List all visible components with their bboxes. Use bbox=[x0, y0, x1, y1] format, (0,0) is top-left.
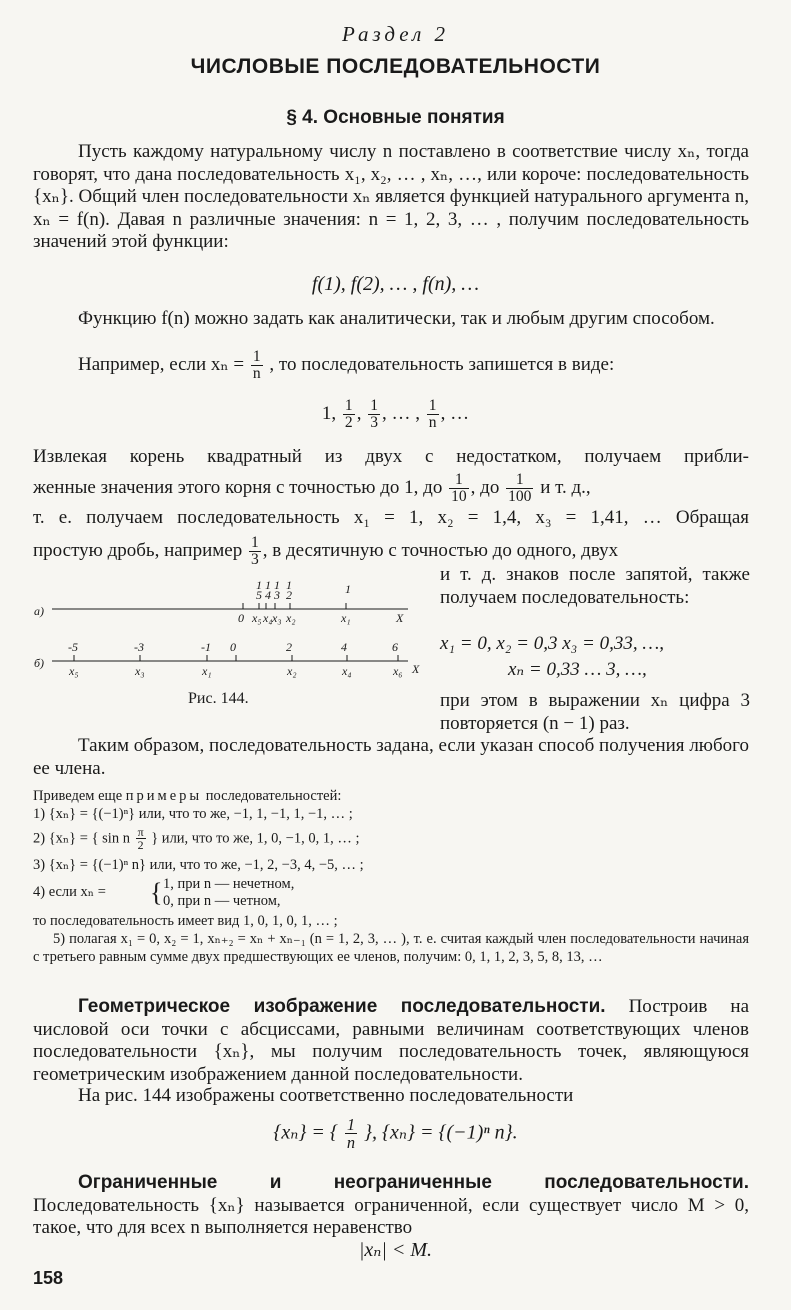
example-text-a: Например, если xₙ = bbox=[78, 354, 245, 376]
fig-a-top-3: 1 bbox=[286, 578, 292, 592]
geometric-paragraph bbox=[33, 996, 749, 1086]
fig-a-top-5: 1 bbox=[345, 582, 351, 596]
numerator: 1 bbox=[506, 472, 533, 489]
tick-label-b-6: 6 bbox=[392, 640, 398, 654]
tick-label-b-3: 0 bbox=[230, 640, 236, 654]
fig-a-label: а) bbox=[34, 604, 44, 618]
fig-a-x3: x₃ bbox=[272, 611, 282, 625]
side-text-2: при этом в выражении xₙ цифра 3 повторяется (n − 1) раз. bbox=[440, 690, 750, 734]
numerator: π bbox=[137, 825, 144, 839]
harmonic-sequence-formula: 1, $\frac{1}{2}$ , $\frac{1}{3}$ , … , $\frac{1}{n}$ , … bbox=[321, 397, 470, 432]
geometric-title: Геометрическое изображение последовательности. bbox=[78, 996, 606, 1017]
denominator: 10 bbox=[451, 488, 467, 506]
numerator: 1 bbox=[370, 397, 379, 414]
denominator: n bbox=[428, 414, 437, 432]
geometric-text-2: На рис. 144 изображены соответственно последовательности bbox=[78, 1085, 574, 1106]
function-sequence-formula: f(1), f(2), … , f(n), … bbox=[311, 273, 480, 295]
example-3: 3) {xₙ} = {(−1)ⁿ n} или, что то же, −1, 2, −3, 4, −5, … ; bbox=[33, 857, 364, 873]
text: }, {xₙ} = {(−1)ⁿ n}. bbox=[364, 1121, 518, 1144]
point-label-b-0: x₅ bbox=[69, 664, 79, 678]
tick-label-b-1: -3 bbox=[134, 640, 144, 654]
ellipsis: , … , bbox=[382, 403, 421, 425]
spaced-word: примеры bbox=[125, 788, 203, 804]
fraction-1-3 bbox=[249, 535, 261, 569]
fig-a-x2: x₂ bbox=[286, 611, 296, 625]
fig-b-points bbox=[68, 664, 403, 678]
fig-b-axis-X: X bbox=[412, 662, 420, 676]
example-text-b: , то последовательность запишется в виде: bbox=[269, 354, 615, 376]
text: последовательностей: bbox=[205, 788, 342, 804]
bounded-formula: |xₙ| < M. bbox=[358, 1239, 433, 1261]
example-1: 1) {xₙ} = {(−1)ⁿ} или, что то же, −1, 1, −1, 1, −1, … ; bbox=[33, 806, 353, 822]
term-one: 1, bbox=[321, 403, 337, 425]
denominator: 2 bbox=[137, 838, 144, 853]
case-2: 0, при n — четном, bbox=[163, 893, 281, 909]
term-half bbox=[343, 398, 355, 432]
tail-paragraph: Таким образом, последовательность задана, если указан способ получения любого ее члена. bbox=[33, 735, 749, 779]
numerator: 1 bbox=[428, 397, 437, 414]
denominator: 100 bbox=[508, 488, 532, 506]
numerator: 1 bbox=[252, 348, 261, 365]
numerator: 1 bbox=[344, 397, 353, 414]
fig-a-top-2: 5 4 3 bbox=[256, 588, 280, 602]
fig-a-x4: x₄ bbox=[263, 611, 273, 625]
bounded-title: Ограниченные и неограниченные последовательности. bbox=[78, 1172, 749, 1193]
sqrt-line-2 bbox=[33, 472, 749, 506]
fig-a-zero: 0 bbox=[238, 611, 244, 625]
numerator: 1 bbox=[346, 1115, 356, 1134]
text: {xₙ} = { bbox=[273, 1121, 338, 1144]
fraction-1-over-n bbox=[251, 349, 263, 383]
page-number: 158 bbox=[33, 1268, 64, 1288]
denominator: 3 bbox=[250, 551, 259, 569]
text: , до bbox=[470, 477, 500, 499]
tick-label-b-0: -5 bbox=[68, 640, 78, 654]
fig-a-top-4: 2 bbox=[286, 588, 292, 602]
fig-a-axis-X: X bbox=[396, 611, 404, 625]
point-label-b-4: x₄ bbox=[342, 664, 352, 678]
geometric-text: Построив на числовой оси точки с абсциссами, равными величинам соответствующих членов последовательности {xₙ}, мы получим последовательность точек, являющуюся геометрическим изображением данной последовательности. bbox=[33, 996, 750, 1085]
fraction-1-n bbox=[345, 1116, 357, 1151]
text: и т. д., bbox=[540, 477, 591, 499]
tick-label-b-4: 2 bbox=[286, 640, 292, 654]
text: простую дробь, например bbox=[33, 540, 243, 562]
numerator: 1 bbox=[449, 472, 469, 489]
paragraph-title: § 4. Основные понятия bbox=[286, 107, 505, 128]
text: , в десятичную с точностью до одного, двух bbox=[262, 540, 619, 562]
brace: { bbox=[150, 878, 163, 907]
text: Приведем еще bbox=[33, 788, 123, 804]
side-formula-2: xₙ = 0,33 … 3, …, bbox=[508, 659, 647, 680]
denominator: n bbox=[252, 365, 261, 383]
example-4: 4) если xₙ = bbox=[33, 884, 106, 900]
sqrt-line-1: Извлекая корень квадратный из двух с недостатком, получаем прибли- bbox=[33, 446, 749, 467]
sqrt-line-3: т. е. получаем последовательность x₁ = 1, x₂ = 1,4, x₃ = 1,41, … Обращая bbox=[33, 507, 749, 528]
denominator: 3 bbox=[370, 414, 379, 432]
fig-a-top-1: 1 1 1 bbox=[256, 578, 280, 592]
text: } или, что то же, 1, 0, −1, 0, 1, … ; bbox=[151, 830, 360, 847]
term-nth bbox=[427, 398, 439, 432]
denominator: n bbox=[346, 1133, 356, 1153]
fig-b-label: б) bbox=[34, 656, 45, 670]
denominator: 2 bbox=[344, 414, 353, 432]
example-line bbox=[78, 349, 758, 383]
side-formula-1: x₁ = 0, x₂ = 0,3 x₃ = 0,33, …, bbox=[440, 633, 664, 654]
fraction-pi-2 bbox=[136, 826, 146, 852]
chapter-title: ЧИСЛОВЫЕ ПОСЛЕДОВАТЕЛЬНОСТИ bbox=[190, 55, 601, 78]
fraction-1-10 bbox=[449, 472, 469, 506]
numerator: 1 bbox=[250, 534, 259, 551]
term-third bbox=[368, 398, 380, 432]
function-paragraph: Функцию f(n) можно задать как аналитически, так и любым другим способом. bbox=[78, 308, 715, 329]
bounded-text: Последовательность {xₙ} называется ограниченной, если существует число M > 0, такое, что для всех n выполняется неравенство bbox=[33, 1194, 749, 1239]
section-label: Раздел 2 bbox=[341, 22, 450, 46]
fig-a-x1: x₁ bbox=[341, 611, 351, 625]
example-2 bbox=[33, 826, 360, 852]
examples-heading bbox=[33, 788, 749, 806]
fraction-1-100 bbox=[506, 472, 533, 506]
ellipsis-end: , … bbox=[440, 403, 470, 425]
tick-label-b-2: -1 bbox=[201, 640, 211, 654]
tick-label-b-5: 4 bbox=[341, 640, 347, 654]
example-5: 5) полагая x₁ = 0, x₂ = 1, xₙ₊₂ = xₙ + xₙ₋₁ (n = 1, 2, 3, … ), т. е. считая каждый член последовательности начиная с третьего равным сумме двух предшествующих ее членов, получим: 0, 1, 1, 2, 3, 5, 8, 13, … bbox=[33, 931, 749, 965]
case-1: 1, при n — нечетном, bbox=[163, 876, 295, 892]
point-label-b-5: x₆ bbox=[393, 664, 403, 678]
fig-a-x5: x₅ bbox=[252, 611, 262, 625]
side-text-1: и т. д. знаков после запятой, также получаем последовательность: bbox=[440, 564, 750, 608]
text: женные значения этого корня с точностью до 1, до bbox=[33, 477, 443, 499]
point-label-b-1: x₃ bbox=[135, 664, 145, 678]
bounded-paragraph bbox=[33, 1172, 749, 1240]
figure-caption: Рис. 144. bbox=[188, 690, 249, 707]
point-label-b-2: x₁ bbox=[202, 664, 212, 678]
text: 2) {xₙ} = { sin n bbox=[33, 830, 130, 847]
intro-paragraph: Пусть каждому натуральному числу n поставлено в соответствие числу xₙ, тогда говорят, что дана последовательность x₁, x₂, … , xₙ, …, или короче: последовательность {xₙ}. Общий член последовательности xₙ является функцией натурального аргумента n, xₙ = f(n). Давая n различные значения: n = 1, 2, 3, … , получим последовательность значений этой функции: bbox=[33, 141, 749, 253]
geometric-formula bbox=[0, 1116, 791, 1151]
fig-b-ticks bbox=[68, 640, 398, 661]
example-4-result: то последовательность имеет вид 1, 0, 1, 0, 1, … ; bbox=[33, 913, 338, 929]
point-label-b-3: x₂ bbox=[287, 664, 297, 678]
